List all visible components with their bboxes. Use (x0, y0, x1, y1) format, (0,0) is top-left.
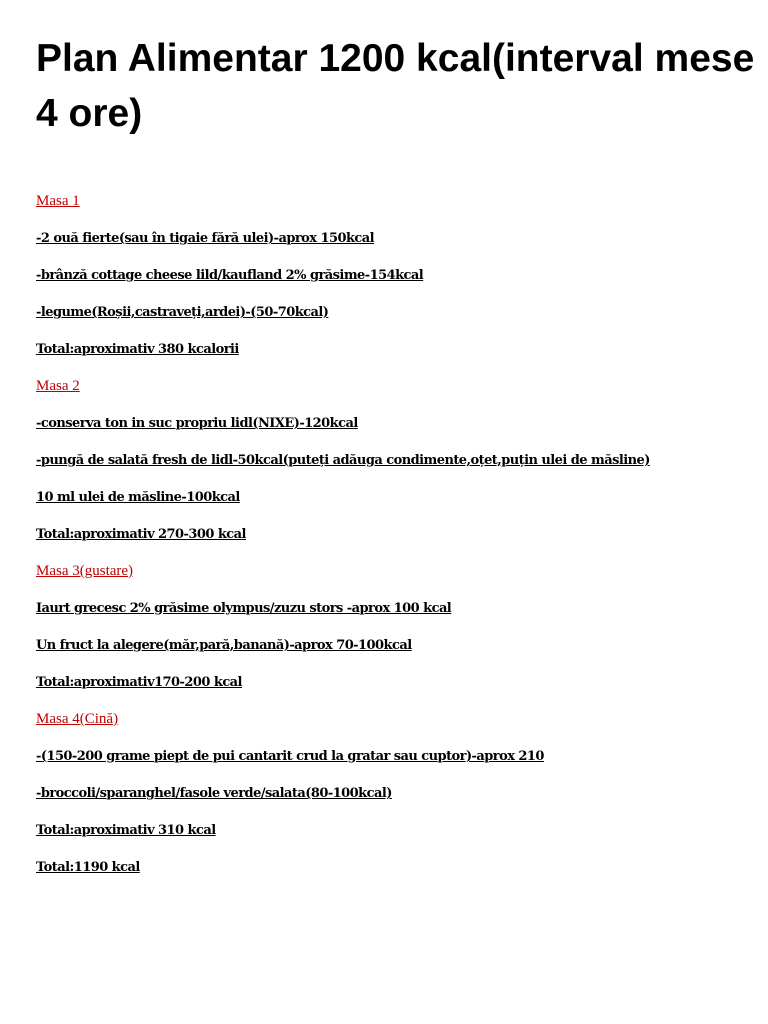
meal-total: Total:aproximativ 310 kcal (36, 823, 216, 838)
meal-total: Total:aproximativ 270-300 kcal (36, 527, 246, 542)
meal-item: -legume(Roșii,castraveți,ardei)-(50-70kcal) (36, 305, 329, 320)
meal-item: -brânză cottage cheese lild/kaufland 2% grăsime-154kcal (36, 268, 424, 283)
grand-total: Total:1190 kcal (36, 860, 140, 875)
meal-total: Total:aproximativ 380 kcalorii (36, 342, 239, 357)
meal-item: -(150-200 grame piept de pui cantarit crud la gratar sau cuptor)-aprox 210 (36, 749, 544, 764)
page-title: Plan Alimentar 1200 kcal(interval mese 4 ore) (36, 37, 755, 135)
meal-item: -pungă de salată fresh de lidl-50kcal(puteți adăuga condimente,oțet,puțin ulei de măsline) (36, 453, 650, 468)
meal-item: Un fruct la alegere(măr,pară,banană)-aprox 70-100kcal (36, 638, 412, 653)
document-page (36, 0, 756, 896)
meal-item: Iaurt grecesc 2% grăsime olympus/zuzu stors -aprox 100 kcal (36, 601, 452, 616)
meal-total: Total:aproximativ170-200 kcal (36, 675, 242, 690)
meal-heading-masa-4: Masa 4(Cină) (36, 711, 119, 727)
meal-item: -2 ouă fierte(sau în tigaie fără ulei)-aprox 150kcal (36, 231, 375, 246)
meal-heading-masa-1: Masa 1 (36, 193, 80, 209)
meal-item: 10 ml ulei de măsline-100kcal (36, 490, 240, 505)
meal-heading-masa-2: Masa 2 (36, 378, 80, 394)
meal-item: -broccoli/sparanghel/fasole verde/salata(80-100kcal) (36, 786, 392, 801)
meal-item: -conserva ton in suc propriu lidl(NIXE)-120kcal (36, 416, 358, 431)
meal-plan-content (36, 193, 756, 876)
meal-heading-masa-3: Masa 3(gustare) (36, 563, 134, 579)
